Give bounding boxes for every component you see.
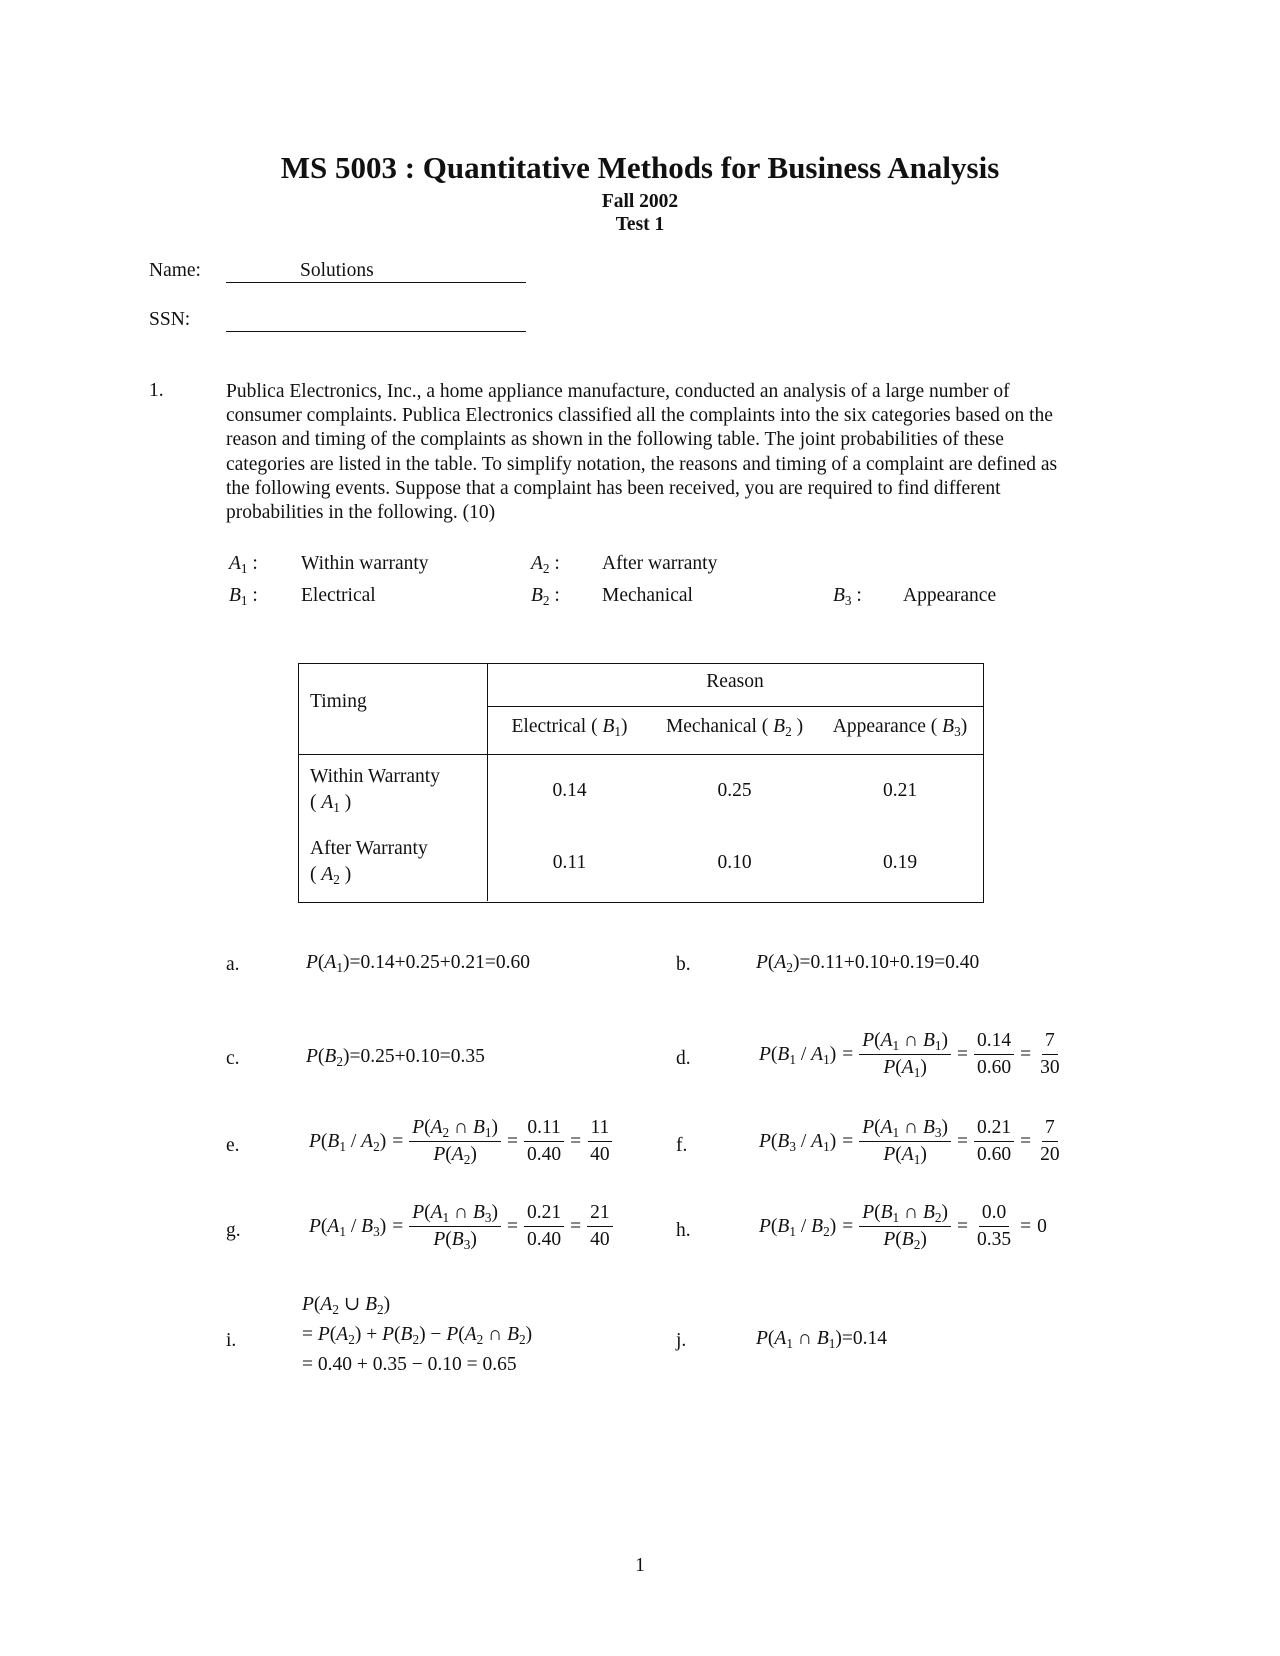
fraction-denominator: 0.40	[527, 1144, 562, 1165]
event-a1-text: Within warranty	[301, 553, 429, 574]
fraction-denominator: 0.35	[977, 1229, 1012, 1250]
answer-i: $P(A_2$ ∪ $B_2$) = $P(A_2) + P(B_2) - P(A_2$ ∩ $B_2$) = 0.40 + 0.35 − 0.10 = 0.65	[302, 1290, 532, 1380]
table-cell: 0.21	[882, 780, 918, 801]
answer-e-label: e.	[226, 1135, 240, 1156]
question-text	[226, 380, 1146, 525]
row-label-text: Within Warranty	[310, 766, 440, 787]
probability-table	[298, 663, 984, 903]
row-label-within: Within Warranty ( $A_1$ )	[310, 766, 440, 815]
event-b3-text: Appearance	[903, 585, 997, 606]
fraction-numerator: 0.11	[524, 1117, 563, 1142]
answer-i-label: i.	[226, 1330, 237, 1351]
fraction-numerator: 0.0	[979, 1202, 1009, 1227]
col-header-appearance: Appearance ( $B_3$)	[832, 716, 968, 739]
question-line: probabilities in the following. (10)	[226, 502, 496, 524]
page-title: MS 5003 : Quantitative Methods for Business Analysis	[280, 150, 1000, 185]
col-header-text: Mechanical (	[665, 716, 769, 737]
fraction-denominator: 0.60	[977, 1144, 1012, 1165]
name-value: Solutions	[300, 260, 374, 281]
event-b2-symbol: $B_2$ :	[531, 585, 560, 608]
question-number: 1.	[149, 380, 164, 401]
fraction-denominator: 40	[590, 1144, 610, 1165]
fraction-numerator: 11	[588, 1117, 613, 1142]
question-line: categories are listed in the table. To simplify notation, the reasons and timing of a complaint are defined as	[226, 453, 1058, 475]
row-label-text: After Warranty	[310, 838, 428, 859]
name-field-line	[226, 258, 526, 283]
answer-h-label: h.	[676, 1220, 691, 1241]
answer-a-label: a.	[226, 954, 240, 975]
table-cell: 0.14	[552, 780, 587, 801]
event-a2-symbol: $A_2$ :	[531, 553, 560, 576]
answer-g: $P(A_1 / B_3)$ = $\frac{P(A_1 \cap B_3)}{P(B_3)}$ = $\frac{0.21}{0.40}$ = $\frac{21}{40}$	[306, 1202, 616, 1251]
answer-a-value: )=0.14+0.25+0.21=0.60	[342, 952, 530, 973]
fraction-denominator: 0.40	[527, 1229, 562, 1250]
event-a2-text: After warranty	[602, 553, 718, 574]
table-divider	[299, 754, 983, 755]
answer-f: $P(B_3 / A_1)$ = $\frac{P(A_1 \cap B_3)}{P(A_1)}$ = $\frac{0.21}{0.60}$ = $\frac{7}{20}$	[756, 1117, 1066, 1166]
table-cell: 0.19	[882, 852, 918, 873]
answer-h: $P(B_1 / B_2)$ = $\frac{P(B_1 \cap B_2)}{P(B_2)}$ = $\frac{0.0}{0.35}$ = 0	[759, 1202, 1047, 1252]
answer-j-value: )=0.14	[835, 1328, 887, 1349]
col-header-text: Electrical (	[511, 716, 598, 737]
event-b1-text: Electrical	[301, 585, 376, 606]
answer-h-result: 0	[1037, 1215, 1047, 1237]
fraction-denominator: 40	[590, 1229, 610, 1250]
ssn-field-line	[226, 307, 526, 332]
event-b1-symbol: $B_1$ :	[229, 585, 258, 608]
table-cell: 0.10	[717, 852, 752, 873]
answer-b: $P(A_2)=0.11+0.10+0.19=0.40$	[756, 952, 980, 975]
event-b2-text: Mechanical	[602, 585, 693, 606]
fraction-numerator: 7	[1042, 1117, 1058, 1142]
col-header-mechanical: Mechanical ( $B_2$ )	[665, 716, 804, 739]
question-line: consumer complaints. Publica Electronics classified all the complaints into the six categories based on the	[226, 405, 1053, 427]
table-cell: 0.11	[552, 852, 587, 873]
fraction-numerator: 0.21	[974, 1117, 1014, 1142]
answer-j: $P(A_1$ ∩ $B_1)=0.14$	[756, 1328, 887, 1351]
page-number: 1	[635, 1555, 645, 1576]
answer-a: $P(A_1)=0.14+0.25+0.21=0.60$	[306, 952, 530, 975]
answer-g-label: g.	[226, 1220, 241, 1241]
answer-b-value: )=0.11+0.10+0.19=0.40	[792, 952, 980, 973]
answer-i-result: = 0.40 + 0.35 − 0.10 = 0.65	[302, 1354, 517, 1375]
timing-header: Timing	[310, 691, 367, 712]
question-line: the following events. Suppose that a complaint has been received, you are required to find different	[226, 477, 1001, 499]
answer-c-label: c.	[226, 1048, 240, 1069]
question-line: Publica Electronics, Inc., a home appliance manufacture, conducted an analysis of a large number of	[226, 381, 1010, 402]
fraction-numerator: 0.14	[974, 1030, 1014, 1055]
fraction-denominator: 20	[1040, 1144, 1060, 1165]
answer-b-label: b.	[676, 954, 691, 975]
answer-c-value: )=0.25+0.10=0.35	[342, 1046, 485, 1067]
answer-f-label: f.	[676, 1135, 688, 1156]
fraction-denominator: 0.60	[977, 1057, 1012, 1078]
table-cell: 0.25	[717, 780, 752, 801]
event-a1-symbol: $A_1$ :	[229, 553, 258, 576]
question-line: reason and timing of the complaints as shown in the following table. The joint probabilities of these	[226, 429, 1004, 451]
answer-j-label: j.	[676, 1330, 687, 1351]
table-divider	[487, 706, 983, 707]
col-header-electrical: Electrical ( $B_1$)	[511, 716, 628, 739]
fraction-denominator: 30	[1040, 1057, 1060, 1078]
fraction-numerator: 0.21	[524, 1202, 564, 1227]
reason-header: Reason	[706, 671, 764, 692]
answer-c: $P(B_2)=0.25+0.10=0.35$	[306, 1046, 485, 1069]
answer-d-label: d.	[676, 1048, 691, 1069]
fraction-numerator: 7	[1042, 1030, 1058, 1055]
event-b3-symbol: $B_3$ :	[833, 585, 862, 608]
answer-d: $P(B_1 / A_1)$ = $\frac{P(A_1 \cap B_1)}{P(A_1)}$ = $\frac{0.14}{0.60}$ = $\frac{7}{30}$	[756, 1030, 1066, 1079]
col-header-text: Appearance (	[832, 716, 938, 737]
term-label: Fall 2002	[601, 191, 679, 212]
row-label-after: After Warranty ( $A_2$ )	[310, 838, 428, 887]
test-label: Test 1	[615, 214, 665, 235]
ssn-label: SSN:	[149, 309, 191, 330]
answer-e: $P(B_1 / A_2)$ = $\frac{P(A_2 \cap B_1)}{P(A_2)}$ = $\frac{0.11}{0.40}$ = $\frac{11}{40}$	[306, 1117, 616, 1166]
fraction-numerator: 21	[587, 1202, 613, 1227]
name-label: Name:	[149, 260, 201, 281]
